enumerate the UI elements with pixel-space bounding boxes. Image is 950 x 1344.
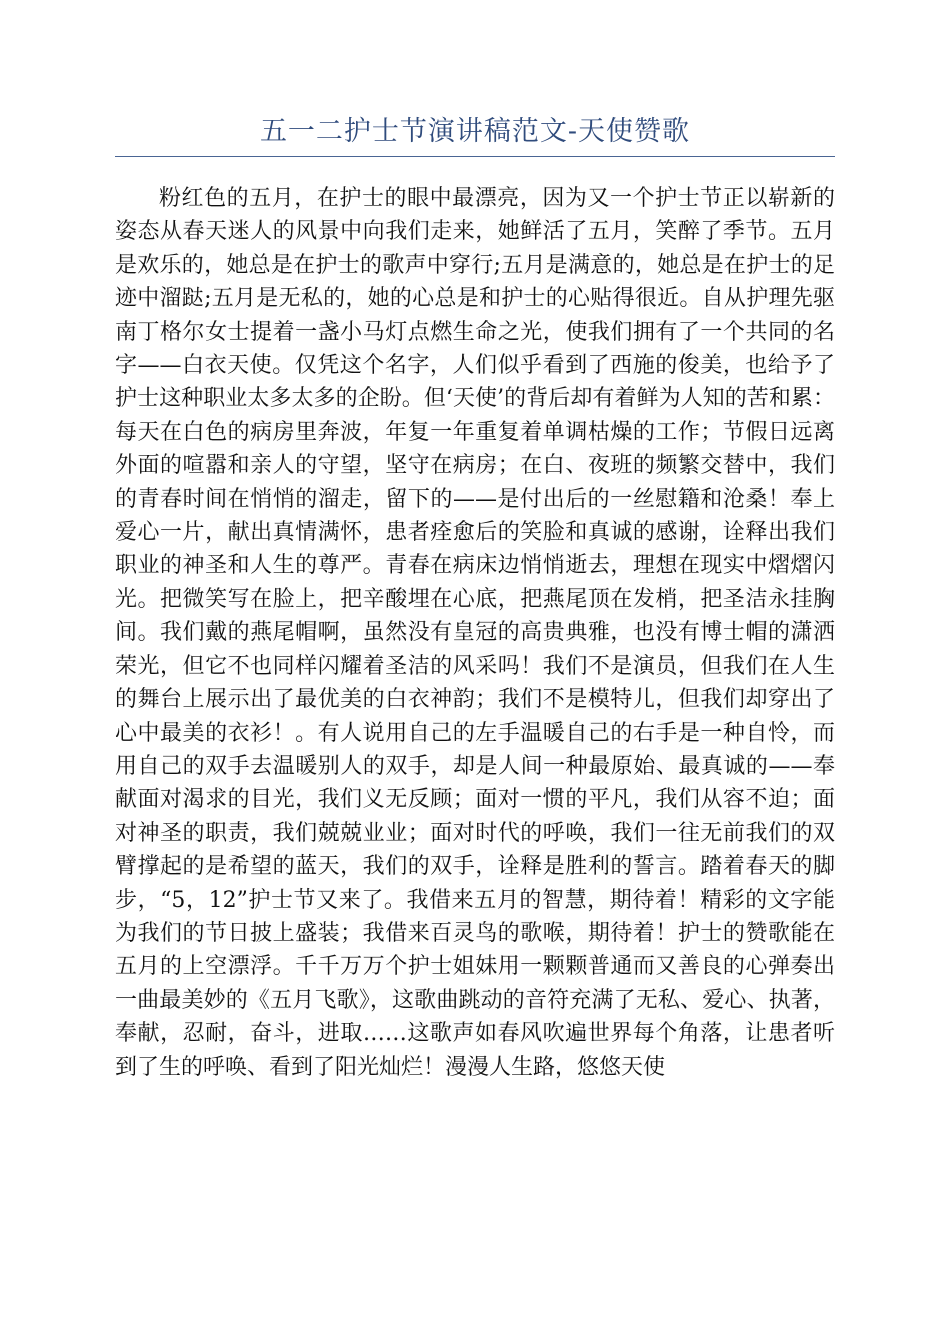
- body-paragraph: 粉红色的五月，在护士的眼中最漂亮，因为又一个护士节正以崭新的姿态从春天迷人的风景中向我们走来，她鲜活了五月，笑醉了季节。五月是欢乐的，她总是在护士的歌声中穿行;五月是满意的，她总是在护士的足迹中溜跶;五月是无私的，她的心总是和护士的心贴得很近。自从护理先驱南丁格尔女士提着一盏小马灯点燃生命之光，使我们拥有了一个共同的名字——白衣天使。仅凭这个名字，人们似乎看到了西施的俊美，也给予了护士这种职业太多太多的企盼。但‘天使’的背后却有着鲜为人知的苦和累：每天在白色的病房里奔波，年复一年重复着单调枯燥的工作；节假日远离外面的喧嚣和亲人的守望，坚守在病房；在白、夜班的频繁交替中，我们的青春时间在悄悄的溜走，留下的——是付出后的一丝慰籍和沧桑！奉上爱心一片，献出真情满怀，患者痊愈后的笑脸和真诚的感谢，诠释出我们职业的神圣和人生的尊严。青春在病床边悄悄逝去，理想在现实中熠熠闪光。把微笑写在脸上，把辛酸埋在心底，把燕尾顶在发梢，把圣洁永挂胸间。我们戴的燕尾帽啊，虽然没有皇冠的高贵典雅，也没有博士帽的潇洒荣光，但它不也同样闪耀着圣洁的风采吗！我们不是演员，但我们在人生的舞台上展示出了最优美的白衣神韵；我们不是模特儿，但我们却穿出了心中最美的衣衫！。有人说用自己的左手温暖自己的右手是一种自怜，而用自己的双手去温暖别人的双手，却是人间一种最原始、最真诚的——奉献面对渴求的目光，我们义无反顾；面对一惯的平凡，我们从容不迫；面对神圣的职责，我们兢兢业业；面对时代的呼唤，我们一往无前我们的双臂撑起的是希望的蓝天，我们的双手，诠释是胜利的誓言。踏着春天的脚步，“5，12”护士节又来了。我借来五月的智慧，期待着！精彩的文字能为我们的节日披上盛装；我借来百灵鸟的歌喉，期待着！护士的赞歌能在五月的上空漂浮。千千万万个护士姐妹用一颗颗普通而又善良的心弹奏出一曲最美妙的《五月飞歌》，这歌曲跳动的音符充满了无私、爱心、执著，奉献，忍耐，奋斗，进取……这歌声如春风吹遍世界每个角落，让患者听到了生的呼唤、看到了阳光灿烂！漫漫人生路，悠悠天使: [115, 186, 835, 1080]
- document-title: 五一二护士节演讲稿范文-天使赞歌: [259, 116, 691, 147]
- title-block: [115, 112, 835, 157]
